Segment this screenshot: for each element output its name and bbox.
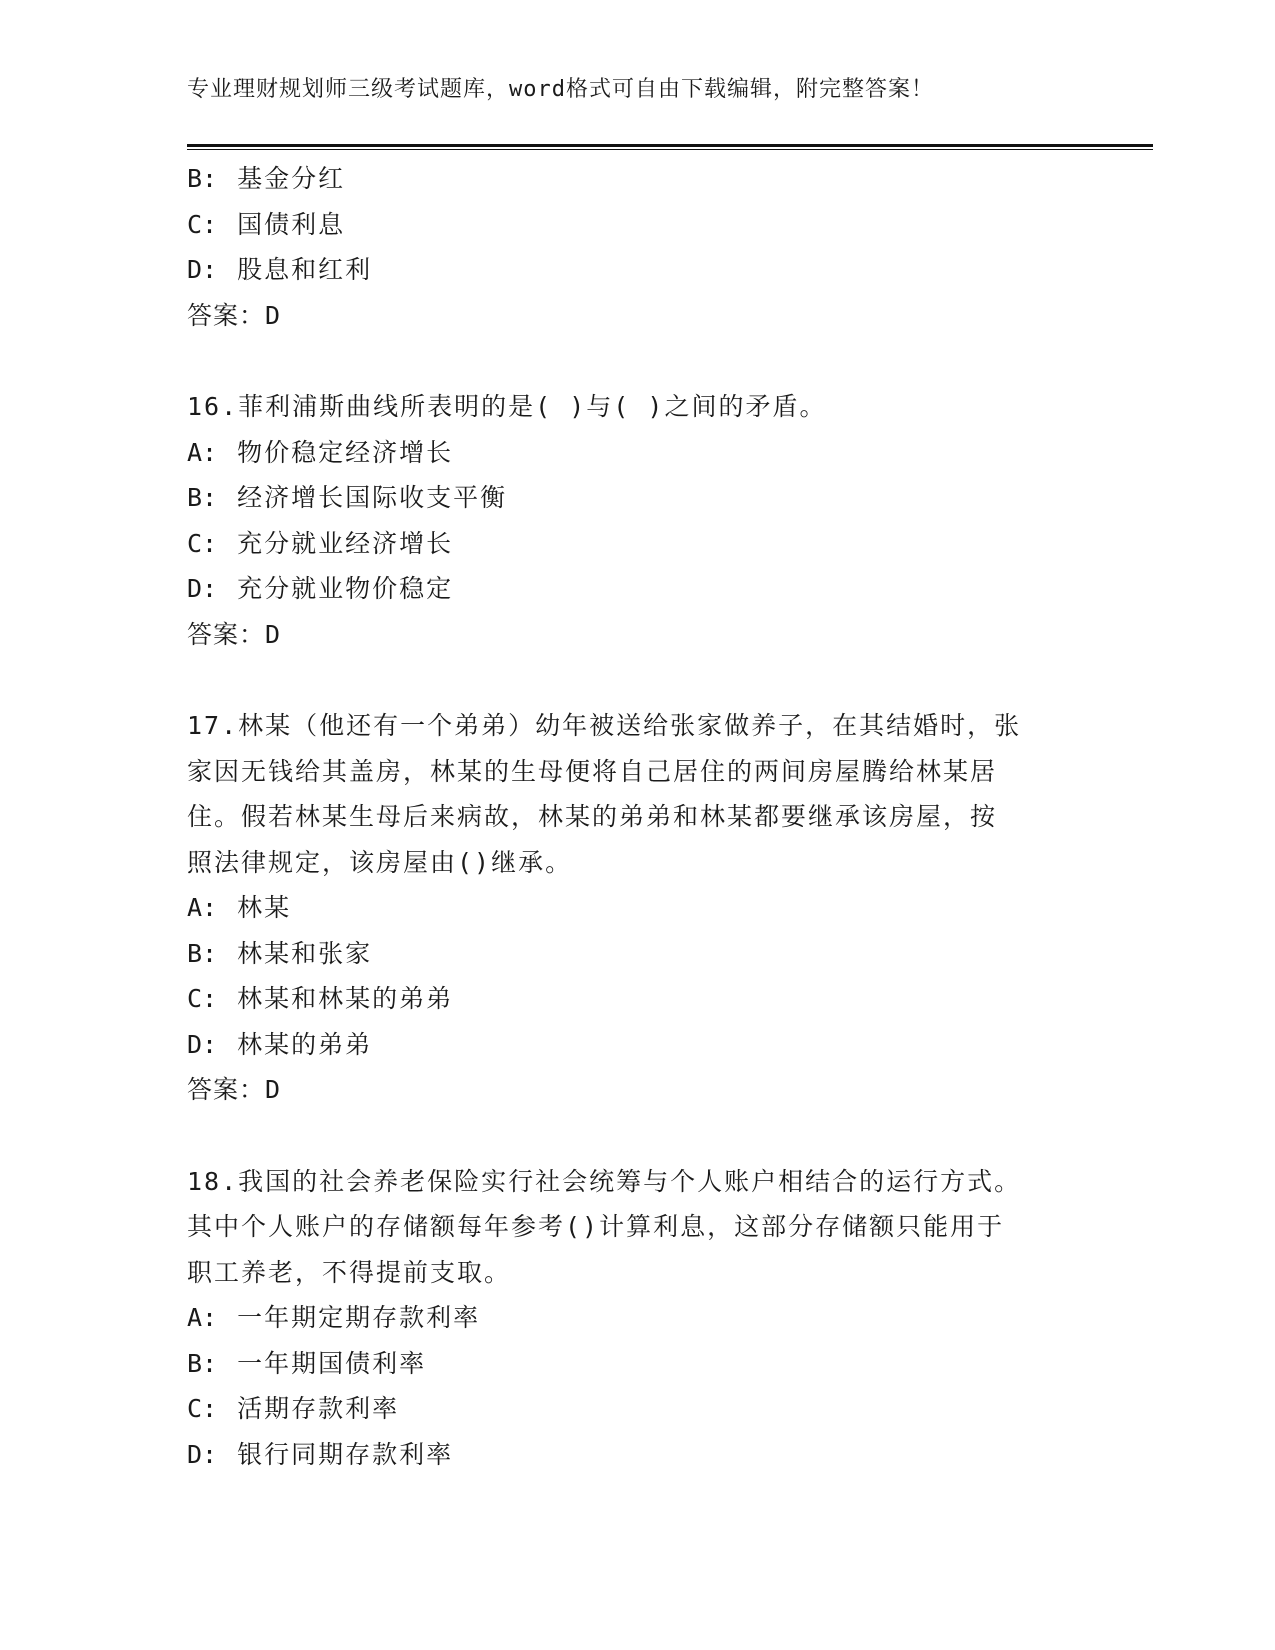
question-18	[187, 1159, 1087, 1478]
option-b: B: 一年期国债利率	[187, 1348, 427, 1378]
question-16	[187, 384, 1087, 657]
option-a: A: 一年期定期存款利率	[187, 1303, 481, 1332]
option-d: D: 充分就业物价稳定	[187, 574, 454, 603]
answer: 答案：D	[187, 300, 282, 330]
question-stem: 17.林某（他还有一个弟弟）幼年被送给张家做养子，在其结婚时，张 家因无钱给其盖房，林某的生母便将自己居住的两间房屋腾给林某居 住。假若林某生母后来病故，林某的弟弟和林某都要继承该房屋，按 照法律规定，该房屋由()继承。	[187, 711, 1022, 877]
question-stem: 16.菲利浦斯曲线所表明的是( )与( )之间的矛盾。	[187, 392, 827, 421]
option-b: B: 林某和张家	[187, 938, 373, 968]
answer: 答案：D	[187, 619, 282, 649]
option-b: B: 基金分红	[187, 164, 346, 193]
option-a: A: 林某	[187, 893, 292, 922]
question-17	[187, 703, 1087, 1113]
option-c: C: 充分就业经济增长	[187, 528, 454, 558]
option-d: D: 林某的弟弟	[187, 1029, 373, 1059]
option-c: C: 林某和林某的弟弟	[187, 984, 454, 1013]
option-a: A: 物价稳定经济增长	[187, 437, 454, 467]
option-c: C: 活期存款利率	[187, 1394, 400, 1423]
option-d: D: 股息和红利	[187, 255, 373, 284]
question-15	[187, 156, 1087, 338]
option-d: D: 银行同期存款利率	[187, 1439, 454, 1469]
option-b: B: 经济增长国际收支平衡	[187, 483, 508, 512]
option-c: C: 国债利息	[187, 209, 346, 239]
page-header: 专业理财规划师三级考试题库，word格式可自由下载编辑，附完整答案！	[187, 77, 934, 102]
answer: 答案：D	[187, 1075, 282, 1104]
question-stem: 18.我国的社会养老保险实行社会统筹与个人账户相结合的运行方式。 其中个人账户的存储额每年参考()计算利息，这部分存储额只能用于 职工养老，不得提前支取。	[187, 1166, 1022, 1287]
document-body	[187, 156, 1087, 1477]
header-divider	[187, 144, 1153, 150]
